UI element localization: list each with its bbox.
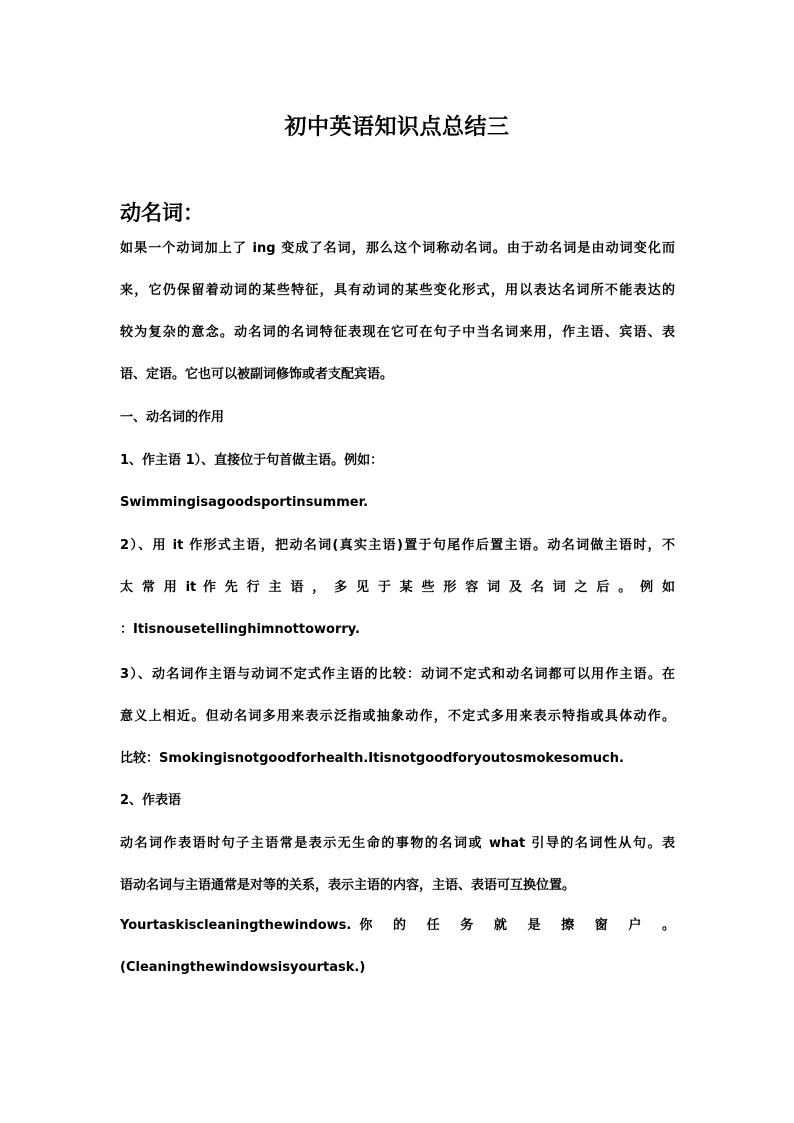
example-sentence: (Cleaningthewindowsisyourtask.) — [120, 960, 366, 975]
document-title: 初中英语知识点总结三 — [284, 115, 510, 140]
paragraph-line: 太 常 用 it 作 先 行 主 语 ， 多 见 于 某 些 形 容 词 及 名 词 之 后 。 例 如 — [120, 580, 675, 595]
paragraph-line: 1、作主语 1）、直接位于句首做主语。例如： — [120, 453, 384, 468]
example-sentence: Yourtaskiscleaningthewindows.你 的 任 务 就 是 擦 窗 户 。 — [120, 918, 675, 933]
example-sentence: Swimmingisagoodsportinsummer. — [120, 495, 369, 510]
paragraph-line: 3）、动名词作主语与动词不定式作主语的比较：动词不定式和动名词都可以用作主语。在 — [120, 667, 675, 682]
paragraph-line: 语、定语。它也可以被副词修饰或者支配宾语。 — [120, 367, 394, 382]
paragraph-line: 动名词作表语时句子主语常是表示无生命的事物的名词或 what 引导的名词性从句。表 — [120, 836, 675, 851]
paragraph-line: 如果一个动词加上了 ing 变成了名词，那么这个词称动名词。由于动名词是由动词变化而 — [120, 241, 675, 256]
paragraph-line: 意义上相近。但动名词多用来表示泛指或抽象动作，不定式多用来表示特指或具体动作。 — [120, 709, 675, 724]
example-sentence: 比较：Smokingisnotgoodforhealth.Itisnotgoodforyoutosmokesomuch. — [120, 751, 624, 766]
paragraph-line: 较为复杂的意念。动名词的名词特征表现在它可在句子中当名词来用，作主语、宾语、表 — [120, 325, 675, 340]
paragraph-line: 语动名词与主语通常是对等的关系，表示主语的内容，主语、表语可互换位置。 — [120, 878, 576, 893]
paragraph-line: 2）、用 it 作形式主语，把动名词(真实主语)置于句尾作后置主语。动名词做主语时，不 — [120, 538, 675, 553]
example-sentence: ：Itisnousetellinghimnottoworry. — [120, 622, 360, 637]
subsection-heading: 一、动名词的作用 — [120, 410, 225, 425]
section-heading: 动名词： — [120, 201, 204, 225]
subsection-heading: 2、作表语 — [120, 793, 182, 808]
paragraph-line: 来，它仍保留着动词的某些特征，具有动词的某些变化形式，用以表达名词所不能表达的 — [120, 283, 675, 298]
